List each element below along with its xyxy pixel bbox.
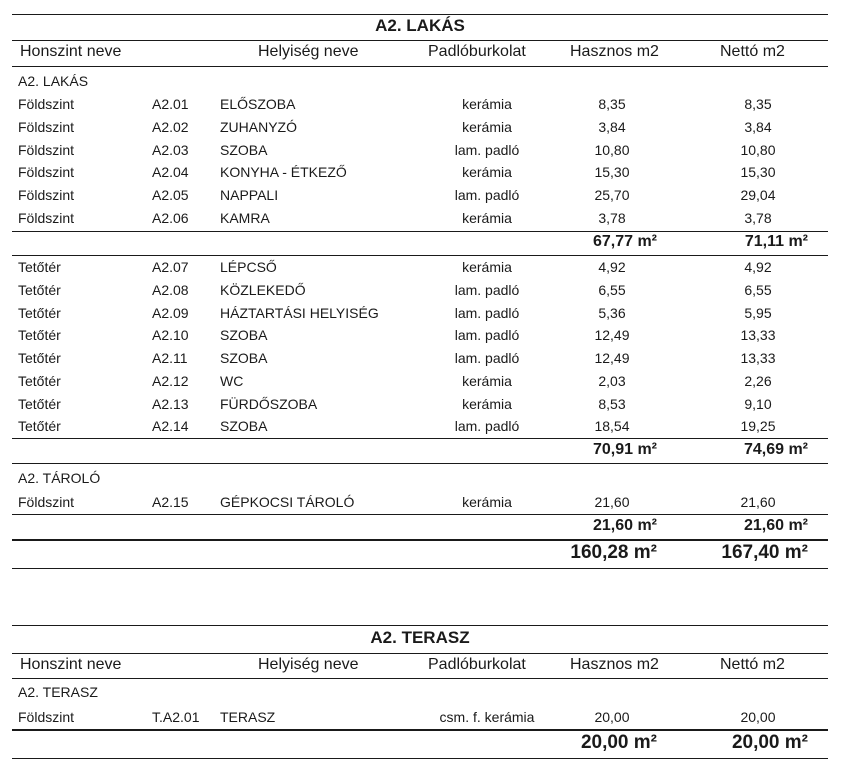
useful-cell: 4,92 [598,259,626,275]
floor-cell: Tetőtér [18,350,61,366]
net-cell: 13,33 [740,327,776,343]
subtotal-useful: 21,60 m² [592,517,657,534]
floor-cell: Tetőtér [18,373,61,389]
total-useful: 160,28 m² [570,542,657,563]
covering-cell: kerámia [462,164,512,180]
net-cell: 2,26 [744,373,772,389]
subtotal-useful: 67,77 m² [592,233,657,250]
useful-cell: 12,49 [594,327,630,343]
useful-cell: 18,54 [594,418,630,434]
floor-cell: Tetőtér [18,282,61,298]
useful-cell: 20,00 [594,709,630,725]
floor-cell: Földszint [18,709,75,725]
net-cell: 13,33 [740,350,776,366]
net-cell: 5,95 [744,305,772,321]
covering-cell: csm. f. kerámia [439,709,535,725]
subtotal-net: 71,11 m² [744,233,808,250]
floor-cell: Tetőtér [18,305,61,321]
code-cell: A2.05 [152,187,189,203]
section-label: A2. TERASZ [18,684,98,700]
net-cell: 21,60 [740,494,776,510]
net-cell: 8,35 [744,96,772,112]
useful-cell: 8,35 [598,96,626,112]
code-cell: A2.04 [152,164,189,180]
room-cell: KONYHA - ÉTKEZŐ [220,164,347,180]
code-cell: A2.10 [152,327,189,343]
header-floor: Honszint neve [20,43,122,60]
net-cell: 19,25 [740,418,776,434]
room-cell: HÁZTARTÁSI HELYISÉG [220,305,379,321]
net-cell: 10,80 [740,142,776,158]
room-cell: KÖZLEKEDŐ [220,282,306,298]
floor-cell: Földszint [18,187,75,203]
useful-cell: 15,30 [594,164,630,180]
useful-cell: 10,80 [594,142,630,158]
code-cell: A2.08 [152,282,189,298]
floor-cell: Földszint [18,210,75,226]
room-cell: GÉPKOCSI TÁROLÓ [220,494,355,510]
code-cell: A2.12 [152,373,189,389]
useful-cell: 3,78 [598,210,626,226]
floor-cell: Földszint [18,494,75,510]
useful-cell: 25,70 [594,187,630,203]
useful-cell: 12,49 [594,350,630,366]
apartment-title: A2. LAKÁS [375,16,465,35]
subtotal-net: 74,69 m² [743,441,808,458]
covering-cell: kerámia [462,373,512,389]
header-net: Nettó m2 [720,43,785,60]
net-cell: 3,84 [744,119,772,135]
useful-cell: 2,03 [598,373,626,389]
code-cell: A2.02 [152,119,189,135]
header-covering: Padlóburkolat [428,43,526,60]
floor-cell: Földszint [18,119,75,135]
covering-cell: lam. padló [454,350,520,366]
covering-cell: lam. padló [454,418,520,434]
covering-cell: kerámia [462,494,512,510]
net-cell: 9,10 [744,396,772,412]
net-cell: 15,30 [740,164,776,180]
storage-label: A2. TÁROLÓ [18,470,101,486]
covering-cell: kerámia [462,396,512,412]
room-cell: NAPPALI [220,187,279,203]
covering-cell: kerámia [462,96,512,112]
covering-cell: lam. padló [454,305,520,321]
room-cell: SZOBA [220,327,268,343]
header-useful: Hasznos m2 [570,43,659,60]
code-cell: A2.13 [152,396,189,412]
covering-cell: kerámia [462,259,512,275]
floor-cell: Tetőtér [18,259,61,275]
room-cell: SZOBA [220,142,268,158]
net-cell: 20,00 [740,709,776,725]
useful-cell: 6,55 [598,282,626,298]
room-cell: ELŐSZOBA [220,96,296,112]
room-cell: SZOBA [220,418,268,434]
header-floor: Honszint neve [20,656,122,673]
section-label: A2. LAKÁS [18,73,89,89]
code-cell: A2.07 [152,259,189,275]
subtotal-useful: 70,91 m² [592,441,657,458]
useful-cell: 8,53 [598,396,626,412]
header-useful: Hasznos m2 [570,656,659,673]
header-covering: Padlóburkolat [428,656,526,673]
code-cell: T.A2.01 [152,709,200,725]
room-cell: KAMRA [220,210,270,226]
header-room: Helyiség neve [258,656,359,673]
header-room: Helyiség neve [258,43,359,60]
code-cell: A2.15 [152,494,189,510]
covering-cell: lam. padló [454,187,520,203]
terrace-table [12,0,828,768]
room-cell: ZUHANYZÓ [220,119,297,135]
room-cell: LÉPCSŐ [220,259,277,275]
total-net: 167,40 m² [721,542,808,563]
useful-cell: 3,84 [598,119,626,135]
useful-cell: 21,60 [594,494,630,510]
net-cell: 4,92 [744,259,772,275]
floor-cell: Tetőtér [18,327,61,343]
code-cell: A2.06 [152,210,189,226]
net-cell: 6,55 [744,282,772,298]
terrace-title: A2. TERASZ [370,628,470,647]
net-cell: 3,78 [744,210,772,226]
covering-cell: kerámia [462,210,512,226]
code-cell: A2.03 [152,142,189,158]
floor-cell: Földszint [18,164,75,180]
header-net: Nettó m2 [720,656,785,673]
floor-cell: Tetőtér [18,418,61,434]
subtotal-net: 21,60 m² [743,517,808,534]
covering-cell: lam. padló [454,327,520,343]
code-cell: A2.01 [152,96,189,112]
covering-cell: lam. padló [454,142,520,158]
room-cell: SZOBA [220,350,268,366]
net-cell: 29,04 [740,187,776,203]
covering-cell: kerámia [462,119,512,135]
code-cell: A2.09 [152,305,189,321]
room-cell: FÜRDŐSZOBA [220,396,318,412]
room-cell: TERASZ [220,709,276,725]
useful-cell: 5,36 [598,305,626,321]
code-cell: A2.14 [152,418,189,434]
total-net: 20,00 m² [731,732,808,753]
floor-cell: Tetőtér [18,396,61,412]
room-cell: WC [220,373,244,389]
floor-cell: Földszint [18,142,75,158]
total-useful: 20,00 m² [580,732,657,753]
covering-cell: lam. padló [454,282,520,298]
code-cell: A2.11 [152,350,188,366]
floor-cell: Földszint [18,96,75,112]
